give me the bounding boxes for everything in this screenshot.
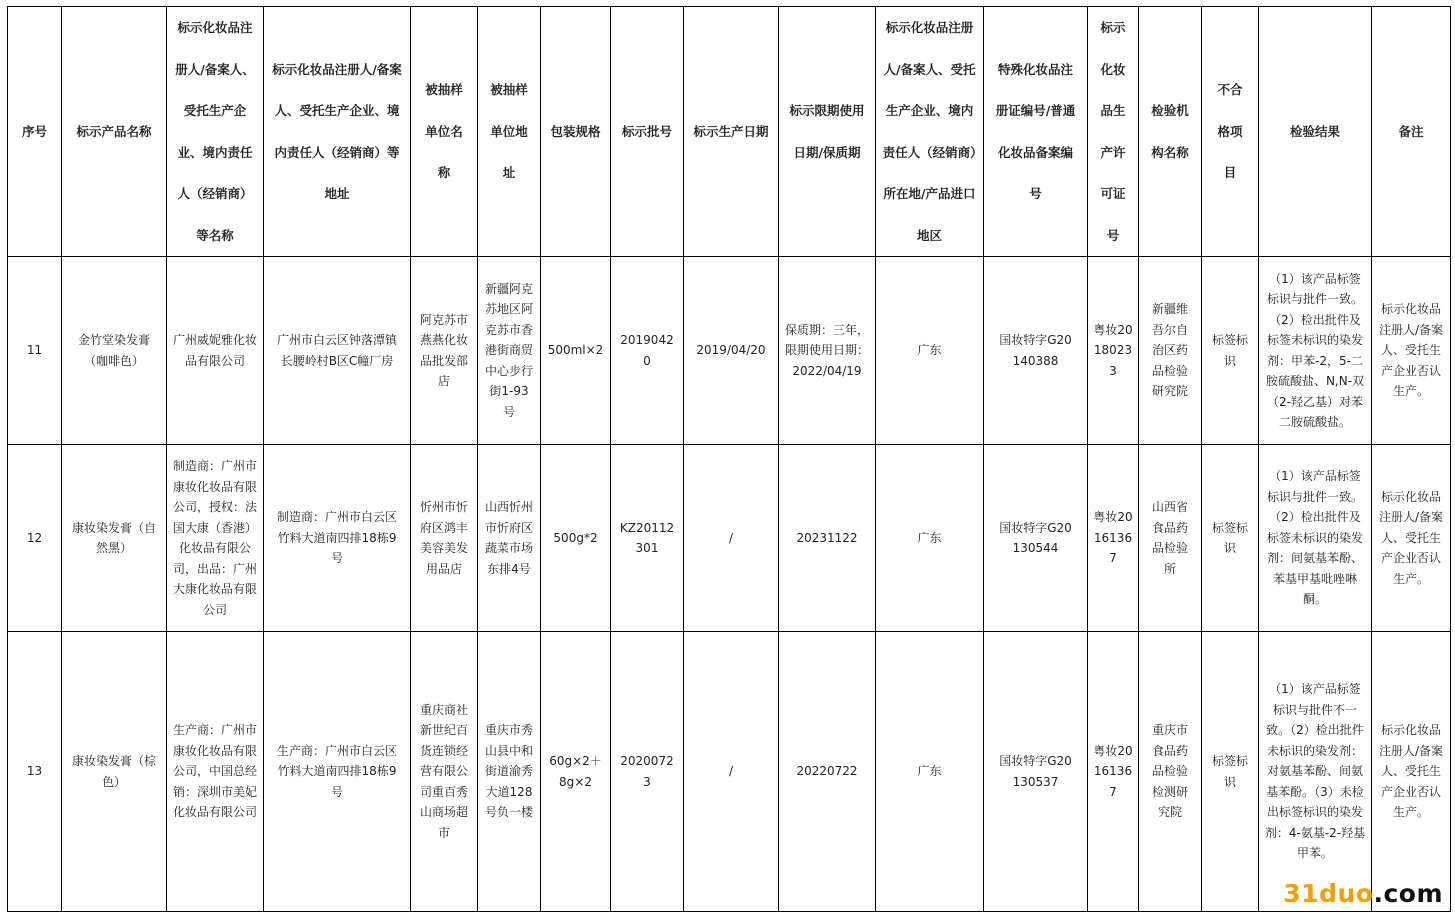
cell-region: 广东 [876,445,984,632]
cell-company-address: 生产商：广州市白云区竹料大道南四排18栋9号 [264,632,411,912]
cell-company-address: 制造商：广州市白云区竹料大道南四排18栋9号 [264,445,411,632]
cell-failed-item: 标签标识 [1202,445,1259,632]
cell-failed-item: 标签标识 [1202,632,1259,912]
cell-package: 60g×2＋8g×2 [541,632,611,912]
cell-failed-item: 标签标识 [1202,257,1259,445]
cell-sampled-address: 新疆阿克苏地区阿克苏市香港街商贸中心步行街1-93号 [478,257,541,445]
cell-sampled-unit: 忻州市忻府区鸿丰美容美发用品店 [411,445,478,632]
watermark-number: 31duo [1283,879,1374,908]
cell-batch: KZ20112301 [611,445,684,632]
site-watermark [1283,879,1443,908]
table-row [8,445,1451,632]
header-row [8,7,1451,257]
cell-result: （1）该产品标签标识与批件不一致。（2）检出批件未标识的染发剂：对氨基苯酚、间氨基苯酚。（3）未检出标签标识的染发剂：4-氨基-2-羟基甲苯。 [1259,632,1372,912]
cell-sampled-address: 山西忻州市忻府区蔬菜市场东排4号 [478,445,541,632]
header-registration-no: 特殊化妆品注册证编号/普通化妆品备案编号 [984,7,1088,257]
cell-production-date: / [684,632,779,912]
header-company: 标示化妆品注册人/备案人、受托生产企业、境内责任人（经销商）等名称 [167,7,264,257]
cell-production-date: / [684,445,779,632]
inspection-results-table [7,6,1451,912]
cell-lab: 新疆维吾尔自治区药品检验研究院 [1139,257,1202,445]
cell-package: 500ml×2 [541,257,611,445]
cell-no: 11 [8,257,62,445]
cell-sampled-address: 重庆市秀山县中和街道渝秀大道128号负一楼 [478,632,541,912]
header-no: 序号 [8,7,62,257]
header-sampled-unit: 被抽样单位名称 [411,7,478,257]
watermark-suffix: .com [1373,879,1443,908]
cell-no: 12 [8,445,62,632]
cell-region: 广东 [876,257,984,445]
cell-company: 生产商：广州市康妆化妆品有限公司，中国总经销：深圳市美妃化妆品有限公司 [167,632,264,912]
cell-lab: 山西省食品药品检验所 [1139,445,1202,632]
table-row [8,257,1451,445]
header-sampled-address: 被抽样单位地址 [478,7,541,257]
cell-license-no: 粤妆20180233 [1088,257,1139,445]
header-remark: 备注 [1372,7,1451,257]
cell-region: 广东 [876,632,984,912]
cell-product: 康妆染发膏（棕色） [62,632,167,912]
header-license-no: 标示化妆品生产许可证号 [1088,7,1139,257]
header-package: 包装规格 [541,7,611,257]
cell-remark: 标示化妆品注册人/备案人、受托生产企业否认生产。 [1372,632,1451,912]
cell-package: 500g*2 [541,445,611,632]
cell-expiry: 20231122 [779,445,876,632]
header-expiry: 标示限期使用日期/保质期 [779,7,876,257]
header-lab: 检验机构名称 [1139,7,1202,257]
cell-company: 制造商：广州市康妆化妆品有限公司，授权：法国大康（香港）化妆品有限公司，出品：广州大康化妆品有限公司 [167,445,264,632]
cell-registration-no: 国妆特字G20130544 [984,445,1088,632]
cell-production-date: 2019/04/20 [684,257,779,445]
cell-registration-no: 国妆特字G20140388 [984,257,1088,445]
cell-no: 13 [8,632,62,912]
cell-result: （1）该产品标签标识与批件一致。（2）检出批件及标签未标识的染发剂：甲苯-2，5-二胺硫酸盐、N,N-双（2-羟乙基）对苯二胺硫酸盐。 [1259,257,1372,445]
cell-company: 广州威妮雅化妆品有限公司 [167,257,264,445]
cell-registration-no: 国妆特字G20130537 [984,632,1088,912]
cell-result: （1）该产品标签标识与批件一致。（2）检出批件及标签未标识的染发剂：间氨基苯酚、苯基甲基吡唑啉酮。 [1259,445,1372,632]
header-failed-item: 不合格项目 [1202,7,1259,257]
cell-product: 康妆染发膏（自然黑） [62,445,167,632]
cell-expiry: 20220722 [779,632,876,912]
cell-license-no: 粤妆20161367 [1088,445,1139,632]
cell-license-no: 粤妆20161367 [1088,632,1139,912]
cell-company-address: 广州市白云区钟落潭镇长腰岭村B区C幢厂房 [264,257,411,445]
cell-product: 金竹堂染发膏（咖啡色） [62,257,167,445]
header-result: 检验结果 [1259,7,1372,257]
header-company-address: 标示化妆品注册人/备案人、受托生产企业、境内责任人（经销商）等地址 [264,7,411,257]
table-row [8,632,1451,912]
header-region: 标示化妆品注册人/备案人、受托生产企业、境内责任人（经销商）所在地/产品进口地区 [876,7,984,257]
header-product: 标示产品名称 [62,7,167,257]
cell-batch: 20190420 [611,257,684,445]
cell-batch: 20200723 [611,632,684,912]
header-batch: 标示批号 [611,7,684,257]
header-production-date: 标示生产日期 [684,7,779,257]
cell-expiry: 保质期：三年，限期使用日期：2022/04/19 [779,257,876,445]
cell-remark: 标示化妆品注册人/备案人、受托生产企业否认生产。 [1372,257,1451,445]
cell-lab: 重庆市食品药品检验检测研究院 [1139,632,1202,912]
cell-sampled-unit: 重庆商社新世纪百货连锁经营有限公司重百秀山商场超市 [411,632,478,912]
cell-remark: 标示化妆品注册人/备案人、受托生产企业否认生产。 [1372,445,1451,632]
cell-sampled-unit: 阿克苏市燕燕化妆品批发部店 [411,257,478,445]
